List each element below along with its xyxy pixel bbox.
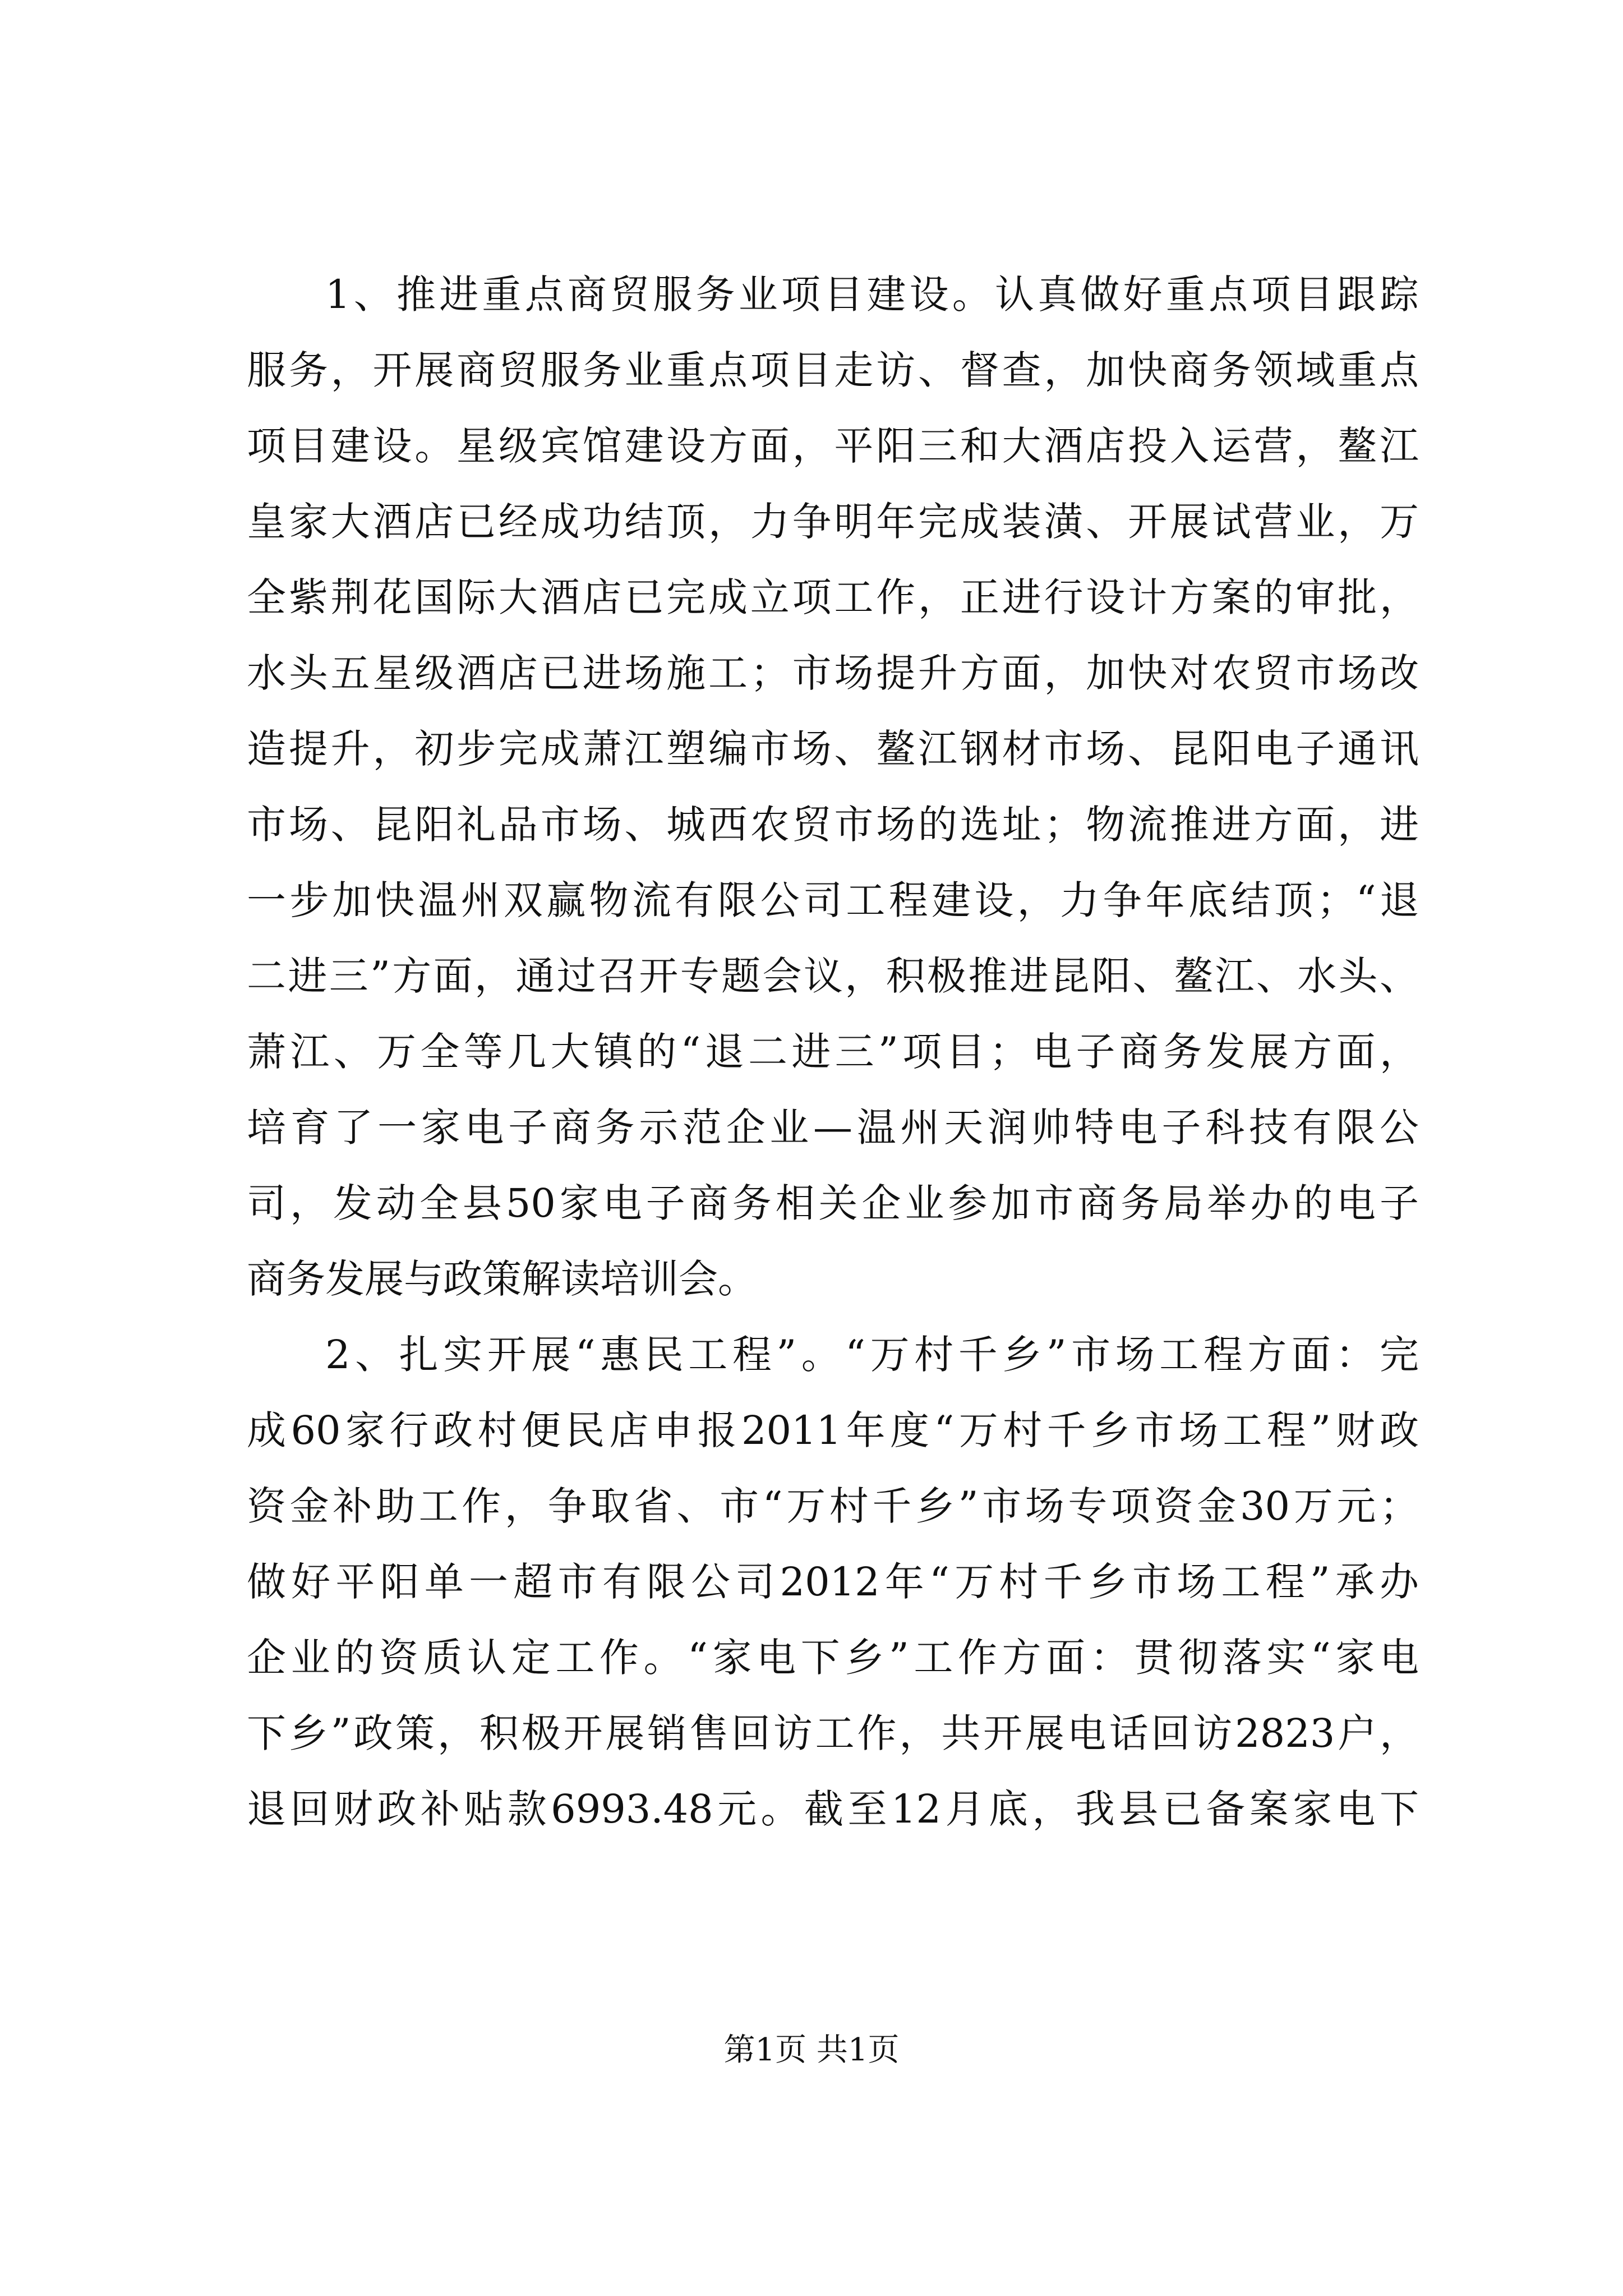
paragraph-1-line-10: 二进三”方面，通过召开专题会议，积极推进昆阳、鳌江、水头、: [247, 953, 1419, 999]
paragraph-1-line-5: 全紫荆花国际大酒店已完成立项工作，正进行设计方案的审批，: [247, 574, 1419, 620]
paragraph-2-line-2: 成60家行政村便民店申报2011年度“万村千乡市场工程”财政: [247, 1407, 1419, 1453]
document-body: [247, 257, 1419, 1847]
paragraph-1-line-12: 培育了一家电子商务示范企业—温州天润帅特电子科技有限公: [247, 1105, 1419, 1151]
paragraph-1-line-13: 司，发动全县50家电子商务相关企业参加市商务局举办的电子: [247, 1180, 1419, 1226]
paragraph-1-line-9: 一步加快温州双赢物流有限公司工程建设，力争年底结顶；“退: [247, 877, 1419, 923]
paragraph-2-line-5: 企业的资质认定工作。“家电下乡”工作方面：贯彻落实“家电: [247, 1635, 1419, 1681]
paragraph-1-line-14: 商务发展与政策解读培训会。: [247, 1256, 757, 1302]
paragraph-1-line-8: 市场、昆阳礼品市场、城西农贸市场的选址；物流推进方面，进: [247, 802, 1419, 848]
paragraph-2-line-3: 资金补助工作，争取省、市“万村千乡”市场专项资金30万元；: [247, 1483, 1419, 1529]
paragraph-1-line-6: 水头五星级酒店已进场施工；市场提升方面，加快对农贸市场改: [247, 650, 1419, 696]
paragraph-1-line-11: 萧江、万全等几大镇的“退二进三”项目；电子商务发展方面，: [247, 1029, 1419, 1075]
page-footer: [0, 2028, 1623, 2073]
paragraph-1-line-7: 造提升，初步完成萧江塑编市场、鳌江钢材市场、昆阳电子通讯: [247, 726, 1419, 772]
paragraph-2-line-1: 2、扎实开展“惠民工程”。“万村千乡”市场工程方面：完: [325, 1332, 1419, 1378]
page-number-label: 第1页 共1页: [723, 2032, 900, 2068]
paragraph-1-line-2: 服务，开展商贸服务业重点项目走访、督查，加快商务领域重点: [247, 347, 1419, 393]
paragraph-2-line-4: 做好平阳单一超市有限公司2012年“万村千乡市场工程”承办: [247, 1559, 1419, 1605]
paragraph-2-line-6: 下乡”政策，积极开展销售回访工作，共开展电话回访2823户，: [247, 1710, 1419, 1756]
paragraph-2-line-7: 退回财政补贴款6993.48元。截至12月底，我县已备案家电下: [247, 1786, 1419, 1832]
paragraph-1-line-3: 项目建设。星级宾馆建设方面，平阳三和大酒店投入运营，鳌江: [247, 423, 1419, 469]
paragraph-1-line-4: 皇家大酒店已经成功结顶，力争明年完成装潢、开展试营业，万: [247, 499, 1419, 545]
paragraph-1-line-1: 1、推进重点商贸服务业项目建设。认真做好重点项目跟踪: [325, 272, 1419, 318]
